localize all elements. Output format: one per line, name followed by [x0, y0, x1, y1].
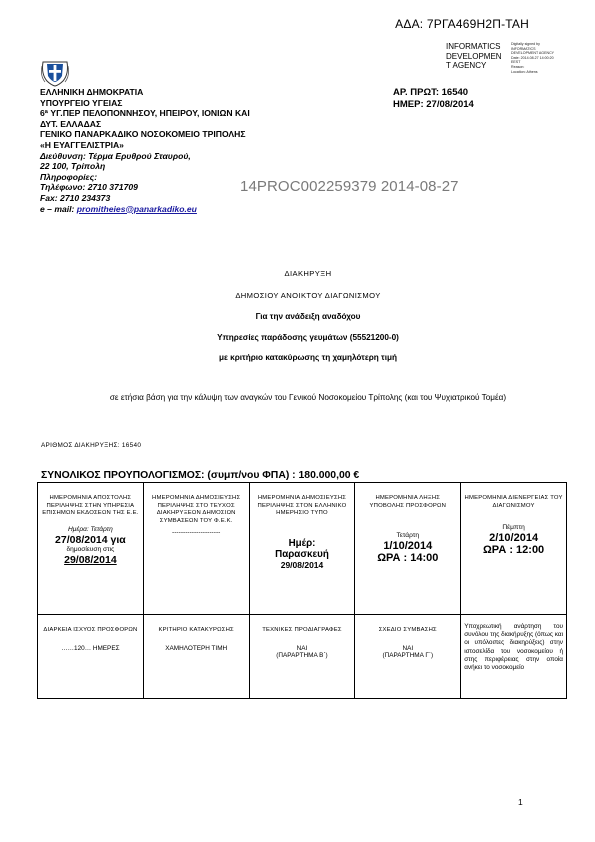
sender-address-block: ΕΛΛΗΝΙΚΗ ΔΗΜΟΚΡΑΤΙΑ ΥΠΟΥΡΓΕΙΟ ΥΓΕΙΑΣ 6ª ΥΓ.ΠΕΡ ΠΕΛΟΠΟΝΝΗΣΟΥ, ΗΠΕΙΡΟΥ, ΙΟΝΙΩΝ ΚΑΙ ΔΥΤ. ΕΛΛΑΔΑΣ ΓΕΝΙΚΟ ΠΑΝΑΡΚΑΔΙΚΟ ΝΟΣΟΚΟΜΕΙΟ ΤΡΙΠΟΛΗΣ «Η ΕΥΑΓΓΕΛΙΣΤΡΙΑ» Διεύθυνση: Τέρμα Ερυθρού Σταυρού, 22 100, Τρίπολη Πληροφορίες: Τηλέφωνο: 2710 371709 Fax: 2710 234373 e – mail: promitheies@panarkadiko.eu [40, 87, 250, 214]
title-line-2: ΔΗΜΟΣΙΟΥ ΑΝΟΙΚΤΟΥ ΔΙΑΓΩΝΙΣΜΟΥ [235, 291, 381, 300]
table-row [38, 483, 567, 615]
table-cell: ΚΡΙΤΗΡΙΟ ΚΑΤΑΚΥΡΩΣΗΣ ΧΑΜΗΛΟΤΕΡΗ ΤΙΜΗ [143, 615, 249, 699]
table-cell: ΗΜΕΡΟΜΗΝΙΑ ΛΗΞΗΣ ΥΠΟΒΟΛΗΣ ΠΡΟΣΦΟΡΩΝ Τετάρτη 1/10/2014 ΩΡΑ : 14:00 [355, 483, 461, 615]
declaration-number: ΑΡΙΘΜΟΣ ΔΙΑΚΗΡΥΞΗΣ: 16540 [41, 442, 142, 449]
email-link[interactable]: promitheies@panarkadiko.eu [76, 203, 197, 214]
tender-info-table [37, 482, 567, 699]
signature-org: INFORMATICS DEVELOPMEN T AGENCY [446, 42, 502, 70]
ada-code: ΑΔΑ: 7ΡΓΑ469Η2Π-ΤΑΗ [395, 17, 529, 31]
title-line-4: Υπηρεσίες παράδοσης γευμάτων (55521200-0) [217, 333, 399, 342]
protocol-date: ΗΜΕΡ: 27/08/2014 [393, 99, 474, 110]
signature-details: Digitally signed by INFORMATICS DEVELOPMENT AGENCY Date: 2014.08.27 14:00:20 EEST Reason: Location: Athens [511, 42, 555, 74]
page-number: 1 [518, 797, 523, 807]
greek-coat-of-arms-icon [40, 56, 70, 88]
total-budget: ΣΥΝΟΛΙΚΟΣ ΠΡΟΥΠΟΛΟΓΙΣΜΟΣ: (συμπ/νου ΦΠΑ) : 180.000,00 € [41, 470, 360, 481]
table-cell: ΗΜΕΡΟΜΗΝΙΑ ΔΙΕΝΕΡΓΕΙΑΣ ΤΟΥ ΔΙΑΓΩΝΙΣΜΟΥ Πέμπτη 2/10/2014 ΩΡΑ : 12:00 [461, 483, 567, 615]
table-cell: ΗΜΕΡΟΜΗΝΙΑ ΔΗΜΟΣΙΕΥΣΗΣ ΠΕΡΙΛΗΨΗΣ ΣΤΟΝ ΕΛΛΗΝΙΚΟ ΗΜΕΡΗΣΙΟ ΤΥΠΟ Ημέρ: Παρασκευή 29/08/2014 [249, 483, 355, 615]
protocol-block [393, 87, 474, 111]
protocol-number: ΑΡ. ΠΡΩΤ: 16540 [393, 87, 469, 98]
table-cell: ΔΙΑΡΚΕΙΑ ΙΣΧΥΟΣ ΠΡΟΣΦΟΡΩΝ ……120… ΗΜΕΡΕΣ [38, 615, 144, 699]
table-cell: ΗΜΕΡΟΜΗΝΙΑ ΑΠΟΣΤΟΛΗΣ ΠΕΡΙΛΗΨΗΣ ΣΤΗΝ ΥΠΗΡΕΣΙΑ ΕΠΙΣΗΜΩΝ ΕΚΔΟΣΕΩΝ ΤΗΣ Ε.Ε. Ημέρα: Τετάρτη 27/08/2014 για δημοσίευση στις 29/08/2014 [38, 483, 144, 615]
table-cell: ΣΧΕΔΙΟ ΣΥΜΒΑΣΗΣ ΝΑΙ (ΠΑΡΑΡΤΗΜΑ Γ΄) [355, 615, 461, 699]
proc-stamp: 14PROC002259379 2014-08-27 [240, 178, 459, 195]
title-line-1: ΔΙΑΚΗΡΥΞΗ [284, 269, 332, 278]
table-cell: ΗΜΕΡΟΜΗΝΙΑ ΔΗΜΟΣΙΕΥΣΗΣ ΠΕΡΙΛΗΨΗΣ ΣΤΟ ΤΕΥΧΟΣ ΔΙΑΚΗΡΥΞΕΩΝ ΔΗΜΟΣΙΩΝ ΣΥΜΒΑΣΕΩΝ ΤΟΥ Φ.Ε.Κ. ---------------------- [143, 483, 249, 615]
table-row [38, 615, 567, 699]
table-cell: ΤΕΧΝΙΚΕΣ ΠΡΟΔΙΑΓΡΑΦΕΣ ΝΑΙ (ΠΑΡΑΡΤΗΜΑ Β΄) [249, 615, 355, 699]
title-line-3: Για την ανάδειξη αναδόχου [255, 312, 361, 321]
description: σε ετήσια βάση για την κάλυψη των αναγκών του Γενικού Νοσοκομείου Τρίπολης (και του Ψυχιατρικού Τομέα) [109, 393, 507, 402]
table-cell: Υποχρεωτική ανάρτηση του συνόλου της διακήρυξης (όπως και οι υπόλοιπες διακηρύξεις) στην ιστοσελίδα του νοσοκομείου ή στης περιφέρειας στην οποία ανήκει το νοσοκομείο [461, 615, 567, 699]
title-line-5: με κριτήριο κατακύρωσης τη χαμηλότερη τιμή [218, 353, 398, 362]
